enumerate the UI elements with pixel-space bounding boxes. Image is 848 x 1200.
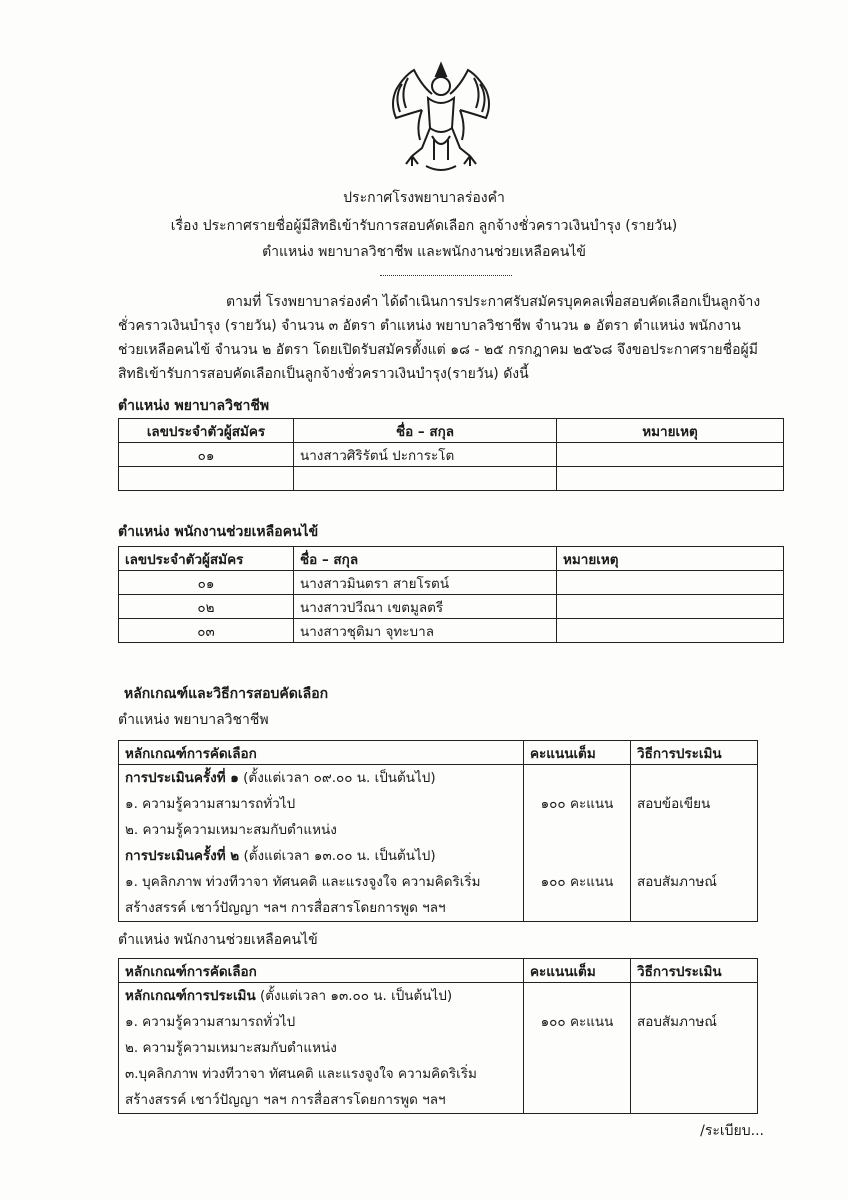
score-value: ๑๐๐ คะแนน [540,1014,614,1030]
criteria-item: ๒. ความรู้ความเหมาะสมกับตำแหน่ง [125,1040,337,1056]
criteria-line [125,983,517,1009]
table-header-row [119,547,784,571]
table-header-row [119,419,784,443]
applicant-note [557,571,784,595]
method-value: สอบสัมภาษณ์ [637,874,717,890]
applicant-note [557,619,784,643]
intro-line: สิทธิเข้ารับการสอบคัดเลือกเป็นลูกจ้างชั่วคราวเงินบำรุง(รายวัน) ดังนี้ [118,366,529,382]
announcement-title: ประกาศโรงพยาบาลร่องคำ [343,190,505,206]
criteria-heading: หลักเกณฑ์และวิธีการสอบคัดเลือก [124,686,329,702]
table-row [119,765,758,922]
col-header-name: ชื่อ – สกุล [294,547,557,571]
empty-cell [119,467,294,491]
applicant-id: ๐๓ [119,619,294,643]
applicant-note [557,443,784,467]
applicant-name: นางสาวศิริรัตน์ ปะการะโต [294,443,557,467]
empty-cell [294,467,557,491]
assistant-applicant-table [118,546,784,643]
criteria-cell [119,765,524,922]
col-header-score: คะแนนเต็ม [524,741,631,765]
col-header-id: เลขประจำตัวผู้สมัคร [119,419,294,443]
method-cell [631,983,758,1114]
criteria-cell [119,983,524,1114]
col-header-note: หมายเหตุ [557,419,784,443]
applicant-name: นางสาวชุติมา จุทะบาล [294,619,557,643]
applicant-name: นางสาวมินตรา สายโรตน์ [294,571,557,595]
nurse-heading: ตำแหน่ง พยาบาลวิชาชีพ [118,398,270,414]
criteria-item: ๓.บุคลิกภาพ ท่วงทีวาจา ทัศนคติ และแรงจูงใจ ความคิดริเริ่ม [125,1066,477,1082]
criteria-item: ๑. ความรู้ความสามารถทั่วไป [125,796,296,812]
criteria-item: ๑. บุคลิกภาพ ท่วงทีวาจา ทัศนคติ และแรงจูงใจ ความคิดริเริ่ม [125,874,481,890]
empty-cell [557,467,784,491]
nurse-applicant-table [118,418,784,491]
criteria-line [125,843,517,869]
applicant-name: นางสาวปวีณา เขตมูลตรี [294,595,557,619]
method-value: สอบสัมภาษณ์ [637,1014,717,1030]
table-row [119,983,758,1114]
applicant-note [557,595,784,619]
method-cell [631,765,758,922]
table-row-empty [119,467,784,491]
garuda-emblem-icon [382,56,500,178]
assistant-criteria-time: (ตั้งแต่เวลา ๑๓.๐๐ น. เป็นต้นไป) [255,988,453,1004]
criteria-item: ๑. ความรู้ความสามารถทั่วไป [125,1014,296,1030]
announcement-subject: เรื่อง ประกาศรายชื่อผู้มีสิทธิเข้ารับการสอบคัดเลือก ลูกจ้างชั่วคราวเงินบำรุง (รายวัน) [170,218,678,234]
nurse-criteria-table [118,740,758,922]
dotted-divider [380,275,512,276]
col-header-score: คะแนนเต็ม [524,959,631,983]
table-row [119,571,784,595]
applicant-id: ๐๑ [119,571,294,595]
round1-time: (ตั้งแต่เวลา ๐๙.๐๐ น. เป็นต้นไป) [238,770,436,786]
intro-line: ช่วยเหลือคนไข้ จำนวน ๒ อัตรา โดยเปิดรับสมัครตั้งแต่ ๑๘ - ๒๕ กรกฎาคม ๒๕๖๘ จึงขอประกาศรายชื่อผู้มี [118,342,758,358]
table-row [119,443,784,467]
criteria-item: สร้างสรรค์ เชาว์ปัญญา ฯลฯ การสื่อสารโดยการพูด ฯลฯ [125,1092,446,1108]
continuation-note: /ระเบียบ... [700,1123,764,1139]
announcement-positions: ตำแหน่ง พยาบาลวิชาชีพ และพนักงานช่วยเหลือคนไข้ [262,244,586,260]
round2-title: การประเมินครั้งที่ ๒ [125,848,240,864]
col-header-note: หมายเหตุ [557,547,784,571]
round2-time: (ตั้งแต่เวลา ๑๓.๐๐ น. เป็นต้นไป) [239,848,436,864]
table-header-row [119,741,758,765]
criteria-assistant-label: ตำแหน่ง พนักงานช่วยเหลือคนไข้ [118,932,318,948]
criteria-nurse-label: ตำแหน่ง พยาบาลวิชาชีพ [118,712,269,728]
intro-paragraph [118,290,782,386]
table-header-row [119,959,758,983]
assistant-criteria-table [118,958,758,1114]
table-row [119,619,784,643]
applicant-id: ๐๑ [119,443,294,467]
criteria-item: สร้างสรรค์ เชาว์ปัญญา ฯลฯ การสื่อสารโดยการพูด ฯลฯ [125,900,446,916]
assistant-criteria-title: หลักเกณฑ์การประเมิน [125,988,256,1004]
col-header-criteria: หลักเกณฑ์การคัดเลือก [119,959,524,983]
intro-line: ชั่วคราวเงินบำรุง (รายวัน) จำนวน ๓ อัตรา ตำแหน่ง พยาบาลวิชาชีพ จำนวน ๑ อัตรา ตำแหน่ง พนักงาน [118,318,741,334]
col-header-method: วิธีการประเมิน [631,959,758,983]
col-header-method: วิธีการประเมิน [631,741,758,765]
applicant-id: ๐๒ [119,595,294,619]
method-value: สอบข้อเขียน [637,796,711,812]
assistant-heading: ตำแหน่ง พนักงานช่วยเหลือคนไข้ [118,524,319,540]
score-cell [524,983,631,1114]
score-value: ๑๐๐ คะแนน [540,796,614,812]
score-value: ๑๐๐ คะแนน [540,874,614,890]
col-header-id: เลขประจำตัวผู้สมัคร [119,547,294,571]
round1-title: การประเมินครั้งที่ ๑ [125,770,239,786]
intro-line: ตามที่ โรงพยาบาลร่องคำ ได้ดำเนินการประกาศรับสมัครบุคคลเพื่อสอบคัดเลือกเป็นลูกจ้าง [226,294,761,310]
col-header-name: ชื่อ – สกุล [294,419,557,443]
criteria-item: ๒. ความรู้ความเหมาะสมกับตำแหน่ง [125,822,337,838]
table-row [119,595,784,619]
col-header-criteria: หลักเกณฑ์การคัดเลือก [119,741,524,765]
score-cell [524,765,631,922]
criteria-line [125,765,517,791]
